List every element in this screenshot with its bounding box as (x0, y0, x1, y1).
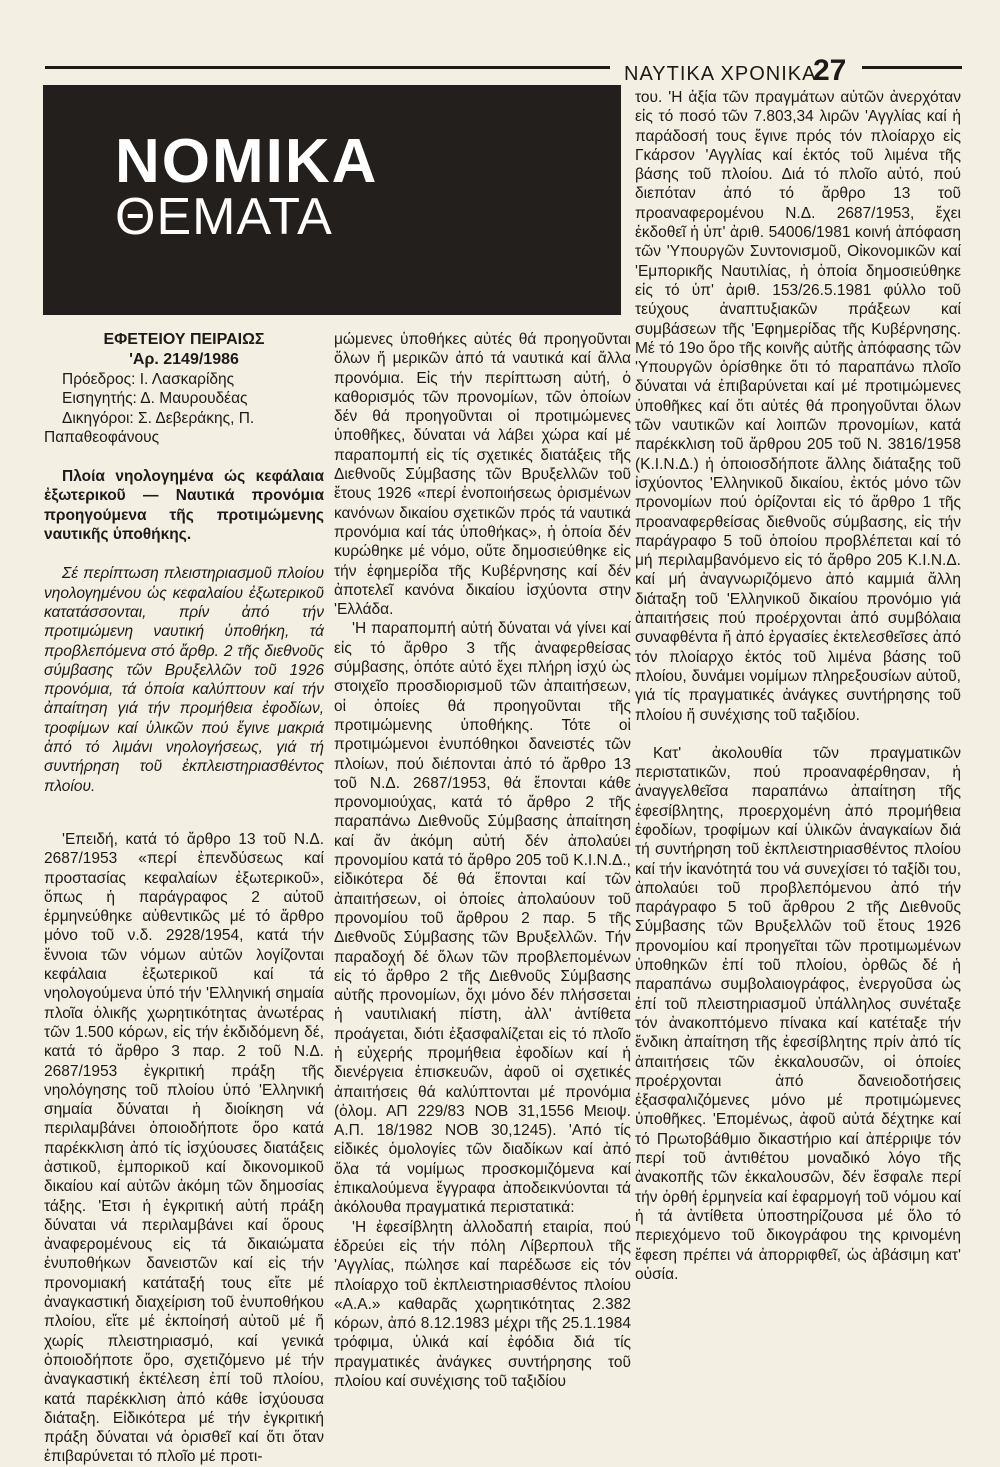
body-paragraph: 'Η ἐφεσίβλητη ἀλλοδαπή εταιρία, πού ἑδρεύει εἰς τήν πόλη Λίβερπουλ τῆς 'Αγγλίας, πώλησε καί παρέδωσε εἰς τόν πλοίαρχο τοῦ ἐκπλειστηριασθέντος πλοίου «Α.Α.» καθαρᾶς χωρητικότητας 2.382 κόρων, ἀπό 8.12.1983 μέχρι τῆς 25.1.1984 τρόφιμα, ὑλικά καί ἐφόδια διά τίς πραγματικές ἀνάγκες συντήρησης τοῦ πλοίου καί συνέχισης τοῦ ταξιδίου (334, 1218, 631, 1391)
court-name: ΕΦΕΤΕΙΟΥ ΠΕΙΡΑΙΩΣ (103, 331, 265, 348)
page-number: 27 (813, 54, 847, 87)
case-headnote: Σέ περίπτωση πλειστηριασμοῦ πλοίου νηολογημένου ὡς κεφαλαίου ἐξωτερικοῦ κατατάσσονται, πρίν ἀπό τήν προτιμώμενη ναυτική ὑποθήκη, τά προβλεπόμενα στό ἄρθρ. 2 τῆς διεθνοῦς σύμβασης τῶν Βρυξελλῶν τοῦ 1926 προνόμια, τά ὁποία καλύπτουν καί τήν ἀπαίτηση γιά τήν προμήθεια ἐφοδίων, τροφίμων καί ὑλικῶν πού ἔγινε μακριά ἀπό τό λιμάνι νηολογήσεως, γιά τή συντήρηση τοῦ ἐκπλειστηριασθέντος πλοίου. (44, 565, 324, 795)
body-paragraph: του. 'Η ἀξία τῶν πραγμάτων αὐτῶν ἀνερχόταν εἰς τό ποσό τῶν 7.803,34 λιρῶν 'Αγγλίας καί ἡ παράδοσή τους ἔγινε πρός τόν πλοίαρχο εἰς Γκάρσον 'Αγγλίας καί ἐκτός τοῦ λιμένα τῆς βάσης τοῦ πλοίου. Διά τό πλοῖο αὐτό, πού διεπόταν ἀπό τό ἄρθρο 13 τοῦ προαναφερομένου Ν.Δ. 2687/1953, ἔχει ἐκδοθεῖ ἡ ὑπ' ἀριθ. 54006/1981 κοινή ἀπόφαση τῶν 'Υπουργῶν Συντονισμοῦ, Οἰκονομικῶν καί 'Εμπορικῆς Ναυτιλίας, ἡ ὁποία δημοσιεύθηκε εἰς τό ὑπ' ἀριθ. 153/26.5.1981 φύλλο τοῦ τεύχους ἀναπτυξιακῶν πράξεων καί συμβάσεων τῆς 'Εφημερίδας τῆς Κυβέρνησης. Μέ τό 19ο ὅρο τῆς κοινῆς αὐτῆς ἀπόφασης τῶν 'Υπουργῶν ὁρίσθηκε ὅτι τό παραπάνω πλοῖο δύναται νά ἐπιβαρύνεται καί μέ προτιμώμενες ὑποθῆκες καί ὅτι αὐτές θά προηγοῦνται ὅλων τῶν ναυτικῶν καί λοιπῶν προνομίων, κατά παρέκκλιση τοῦ ἄρθρου 205 τοῦ Ν. 3816/1958 (Κ.Ι.Ν.Δ.) ἡ ὁποιοσδήποτε ἄλλης διάταξης τοῦ ἰσχύοντος 'Ελληνικοῦ δικαίου, ἐκτός μόνο τῶν προνομίων πού ὁρίζονται εἰς τό ἄρθρο 1 τῆς προαναφερθείσας διεθνοῦς σύμβασης, εἰς τήν παράγραφο 5 τοῦ ὁποίου προβλέπεται καί τό μή περιλαμβανόμενο εἰς τό ἄρθρο 205 Κ.Ι.Ν.Δ. καί μή ἀναγνωριζόμενο ἀπό καμμιά ἄλλη διάταξη τοῦ 'Ελληνικοῦ δικαίου προνόμιο γιά ἀπαιτήσεις πού προέρχονται ἀπό συμβόλαια συναφθέντα ἤ ἀπό ἐργασίες ἐκτελεσθεῖσες ἀπό τόν πλοίαρχο ἐκτός τοῦ λιμένα βάσης τοῦ πλοίου, δυνάμει νομίμων πληρεξουσίων αὐτοῦ, γιά τίς πραγματικές ἀνάγκες συντήρησης τοῦ πλοίου ἤ συνέχισης τοῦ ταξιδίου. (635, 89, 961, 724)
text-column-3 (635, 88, 961, 1284)
text-column-2 (334, 330, 631, 1391)
case-summary: Πλοία νηολογημένα ώς κεφάλαια ἐξωτερικοῦ — Ναυτικά προνόμια προηγούμενα τῆς προτιμώμενης ναυτικῆς ὑποθήκης. (44, 468, 324, 544)
magazine-name: ΝΑΥΤΙΚΑ ΧΡΟΝΙΚΑ (624, 63, 817, 85)
body-paragraph: 'Επειδή, κατά τό ἄρθρο 13 τοῦ Ν.Δ. 2687/1953 «περί ἐπενδύσεως καί προστασίας κεφαλαίων ἐξωτερικοῦ», ὅπως ἡ παράγραφος 2 αὐτοῦ ἑρμηνεύθηκε αὐθεντικῶς μέ τό ἄρθρο μόνο τοῦ ν.δ. 2928/1954, κατά τήν ἔννοια τῶν νόμων αὐτῶν λογίζονται κεφάλαια ἐξωτερικοῦ καί τά νηολογούμενα ὑπό τήν 'Ελληνική σημαία πλοῖα ὁλικῆς χωρητικότητας ἀνωτέρας τῶν 1.500 κόρων, εἰς τήν ἐκδιδόμενη δέ, κατά τό ἄρθρο 3 παρ. 2 τοῦ Ν.Δ. 2687/1953 ἐγκριτική πράξη τῆς νηολόγησης τοῦ πλοίου ὑπό 'Ελληνική σημαία δύναται ἡ διοίκηση νά περιλαμβάνει ὁποιοδήποτε ὅρο κατά παρέκκλιση ἀπό τίς ἰσχύουσες διατάξεις ἀστικοῦ, ἐμπορικοῦ καί δικονομικοῦ δικαίου καί αὐτῶν ἀκόμη τῶν δημοσίας τάξης. 'Ετσι ἡ ἐγκριτική αὐτή πράξη δύναται νά περιλαμβάνει καί ὅρους ἀναφερομένους εἰς τά δικαιώματα ἐνυποθήκων δανειστῶν καί εἰς τήν προνομιακή κατάταξή τους εἴτε μέ ἀναγκαστική διαχείριση τοῦ ἐνυποθήκου πλοίου, εἴτε μέ ἐκποίησή αὐτοῦ μέ ἤ χωρίς πλειστηριασμό, καί γενικά ὁποιοδήποτε ὅρο, σχετιζόμενο μέ τήν ἀναγκαστική ἐκτέλεση ἐπί τοῦ πλοίου, κατά παρέκκλιση ἀπό κάθε ἰσχύουσα διάταξη. Εἰδικότερα μέ τήν ἐγκριτική πράξη δύναται νά ὁρισθεῖ καί ὅτι ὅταν ἐπιβαρύνεται τό πλοῖο μέ προτι- (44, 830, 324, 1466)
section-title-block (43, 85, 621, 315)
body-paragraph: Κατ' ἀκολουθία τῶν πραγματικῶν περιστατικῶν, πού προαναφέρθησαν, ἡ ἀναγγελθεῖσα παραπάνω ἀπαίτηση τῆς ἐφεσίβλητης, προερχομένη ἀπό προμήθεια ἐφοδίων, τροφίμων καί ὑλικῶν ἀναγκαίων διά τή συντήρηση τοῦ ἐκπλειστηριασθέντος πλοίου καί τήν ἱκανότητά του νά συνεχίσει τό ταξίδι του, ἀπολαύει τοῦ προβλεπόμενου ἀπό τήν παράγραφο 5 τοῦ ἄρθρου 2 τῆς Διεθνοῦς Σύμβασης τῶν Βρυξελλῶν τοῦ ἔτους 1926 προνομίου καί προηγεῖται τῶν προτιμωμένων ὑποθηκῶν ἐπί τοῦ πλοίου, ὀρθῶς δέ ἡ παραπάνω συμβολαιογράφος, ἐνεργοῦσα ὡς ἐπί τοῦ πλειστηριασμοῦ ὑπάλληλος συνέταξε τόν ἀνακοπτόμενο πίνακα καί κατέταξε τήν ἔνδικη ἀπαίτηση τῆς ἐφεσίβλητης πρίν ἀπό τίς ἀπαιτήσεις τῶν ἐκκαλουσῶν, οἱ ὁποίες προέρχονται ἀπό δανειοδοτήσεις ἐξασφαλιζόμενες μόνο μέ προτιμώμενες ὑποθῆκες. 'Επομένως, ἀφοῦ αὐτά δέχτηκε καί τό Πρωτοβάθμιο δικαστήριο καί ἀπέρριψε τόν περί τοῦ ἀντιθέτου μοναδικό λόγο τῆς ἀνακοπῆς τῶν ἐκκαλουσῶν, δέν ἔσφαλε περί τήν ὀρθή ἑρμηνεία καί ἐφαρμογή τοῦ νόμου καί ἡ τά ἀντίθετα ὑποστηρίζουσα μέ ὅλο τό περιεχόμενο τοῦ δικογράφου της κρινομένη ἔφεση πρέπει νά ἀπορριφθεῖ, ὡς ἀβάσιμη κατ' οὐσία. (635, 744, 961, 1283)
decision-number: 'Αρ. 2149/1986 (129, 351, 239, 368)
header-rule-left (45, 66, 610, 69)
section-title-main: ΝΟΜΙΚΑ (115, 127, 379, 196)
text-column-1 (44, 330, 324, 1467)
body-paragraph: 'Η παραπομπή αὐτή δύναται νά γίνει καί εἰς τό ἄρθρο 3 τῆς ἀναφερθείσας σύμβασης, ὁπότε αὐτό ἔχει πλήρη ἰσχύ ὡς στοιχεῖο προσδιορισμοῦ τῶν ἀπαιτήσεων, οἱ ὁποίες θά προηγοῦνται τῆς προτιμώμενης ὑποθήκης. Τότε οἱ προτιμώμενοι ἐνυπόθηκοι δανειστές τῶν πλοίων, πού διέπονται ἀπό τό ἄρθρο 13 τοῦ Ν.Δ. 2687/1953, θά ἕπονται κάθε προνομιούχας, κατά τό ἄρθρο 2 τῆς παραπάνω Διεθνοῦς Σύμβασης ἀπαίτηση καί ἄν ἀκόμη αὐτή δέν ἀπολαύει προνομίου κατά τό ἄρθρο 205 τοῦ Κ.Ι.Ν.Δ., εἰδικότερα δέ θά ἕπονται καί τῶν ἀπαιτήσεων, οἱ ὁποίες ἀπολαύουν τοῦ προνομίου τοῦ ἄρθρου 2 παρ. 5 τῆς Διεθνοῦς Σύμβασης τῶν Βρυξελλῶν. Τήν παραδοχή δέ ὅλων τῶν προβλεπομένων εἰς τό ἄρθρο 2 τῆς Διεθνοῦς Σύμβασης αὐτῆς προνομίων, ὄχι μόνο δέν πλήσσεται ἡ ναυτιλιακή πίστη, ἀλλ' ἀντίθετα προάγεται, διότι ἐξασφαλίζεται εἰς τό πλοῖο ἡ εὐχερής προμήθεια ἐφοδίων καί ἡ διενέργεια ἐπισκευῶν, ἀφοῦ οἱ σχετικές ἀπαιτήσεις θά καλύπτονται μέ προνόμια (ὁλομ. ΑΠ 229/83 ΝΟΒ 31,1556 Μειοψ. Α.Π. 18/1982 ΝΟΒ 30,1245). 'Από τίς εἰδικές ὁμολογίες τῶν διαδίκων καί ἀπό ὅλα τά νομίμως προσκομιζόμενα καί ἐπικαλούμενα ἔγγραφα ἀποδεικνύονται τά ἀκόλουθα πραγματικά περιστατικά: (334, 620, 631, 1217)
rapporteur-line: Εισηγητής: Δ. Μαυρουδέας (62, 390, 248, 408)
header-rule-right (862, 66, 962, 69)
president-line: Πρόεδρος: Ι. Λασκαρίδης (62, 371, 235, 388)
body-paragraph: μώμενες ὑποθήκες αὐτές θά προηγοῦνται ὅλων ἤ μερικῶν ἀπό τά ναυτικά καί ἄλλα προνόμια. Εἰς τήν περίπτωση αὐτή, ὁ καθορισμός τῶν προνομίων, τῶν ὁποίων δέν θά προηγοῦνται οἱ προτιμώμενες ὑποθῆκες, δύναται νά λάβει χώρα καί μέ παραπομπή εἰς τίς σχετικές διατάξεις τῆς Διεθνοῦς Σύμβασης τῶν Βρυξελλῶν τοῦ ἔτους 1926 «περί ἐνοποιήσεως ὁρισμένων κανόνων δικαίου σχετικῶν πρός τά ναυτικά προνόμια καί τάς ὑποθήκας», ἡ ὁποία δέν κυρώθηκε μέ νόμο, οὔτε δημοσιεύθηκε εἰς τήν ἐφημερίδα τῆς Κυβέρνησης καί δέν ἀποτελεῖ κανόνα δικαίου ἰσχύοντα στην 'Ελλάδα. (334, 331, 631, 619)
section-title-sub: ΘΕΜΑΤΑ (115, 188, 333, 246)
lawyers-line: Δικηγόροι: Σ. Δεβεράκης, Π. Παπαθεοφάνους (44, 409, 255, 446)
